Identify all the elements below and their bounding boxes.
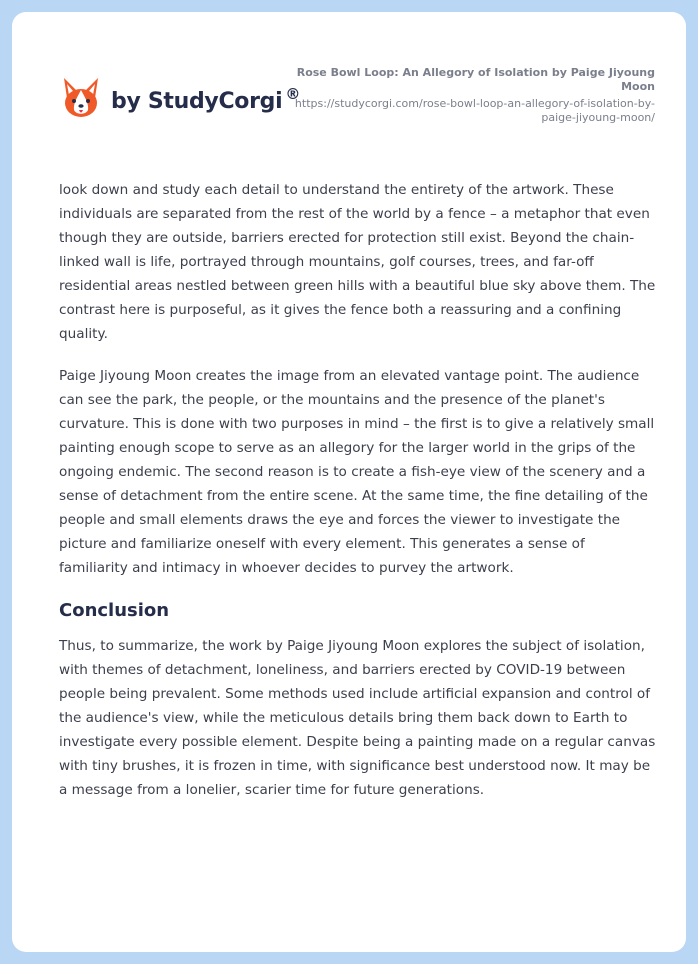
conclusion-heading: Conclusion [59,600,170,621]
document-title: Rose Bowl Loop: An Allegory of Isolation by Paige Jiyoung Moon [296,66,655,93]
body-paragraph: look down and study each detail to understand the entirety of the artwork. These individuals are separated from the rest of the world by a fence – a metaphor that even though they are outside, barriers erected for protection still exist. Beyond the chain-linked wall is life, portrayed through mountains, golf courses, trees, and far-off residential areas nestled between green hills with a beautiful blue sky above them. The contrast here is purposeful, as it gives the fence both a reassuring and a confining quality. [59,182,656,342]
document-meta [285,66,655,125]
corgi-logo-icon [61,76,101,120]
studycorgi-logo[interactable] [61,76,300,120]
brand-name: by StudyCorgi ® [111,84,301,114]
document-body [59,178,657,820]
page-header [12,12,686,152]
registered-mark: ® [285,84,301,103]
document-page [12,12,686,952]
body-paragraph: Thus, to summarize, the work by Paige Jiyoung Moon explores the subject of isolation, with themes of detachment, loneliness, and barriers erected by COVID-19 between people being prevalent. Some methods used include artificial expansion and control of the audience's view, while the meticulous details bring them back down to Earth to investigate every possible element. Despite being a painting made on a regular canvas with tiny brushes, it is frozen in time, with significance best understood now. It may be a message from a lonelier, scarier time for future generations. [59,638,656,798]
document-url[interactable]: https://studycorgi.com/rose-bowl-loop-an-allegory-of-isolation-by-paige-jiyoung-moon/ [294,97,655,124]
body-paragraph: Paige Jiyoung Moon creates the image from an elevated vantage point. The audience can see the park, the people, or the mountains and the presence of the planet's curvature. This is done with two purposes in mind – the first is to give a relatively small painting enough scope to serve as an allegory for the larger world in the grips of the ongoing endemic. The second reason is to create a fish-eye view of the scenery and a sense of detachment from the entire scene. At the same time, the fine detailing of the people and small elements draws the eye and forces the viewer to investigate the picture and familiarize oneself with every element. This generates a sense of familiarity and intimacy in whoever decides to purvey the artwork. [59,368,655,576]
